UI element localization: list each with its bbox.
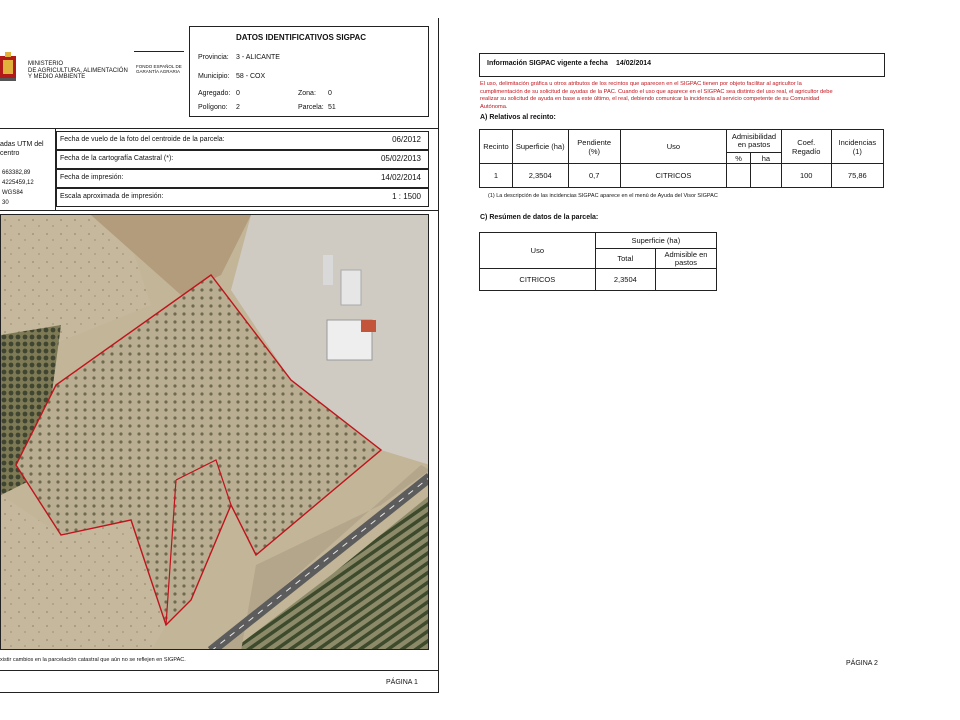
agregado-label: Agregado: [198,90,231,97]
col-incidencias: Incidencias (1) [831,130,883,164]
table-row [480,269,717,291]
cell-uso: CITRICOS [620,164,726,188]
page2-number: PÁGINA 2 [846,660,878,667]
parcela-label: Parcela: [298,104,324,111]
utm-datum: WGS84 [2,190,24,196]
map-building-red-roof [361,320,376,332]
info-header-date: 14/02/2014 [616,60,652,67]
parcela-value: 51 [328,104,336,111]
info-row-1-value: 06/2012 [392,135,421,144]
cell-adm-ha [751,164,782,188]
info-row-1-label: Fecha de vuelo de la foto del centroide de la parcela: [60,136,225,143]
zona-value: 0 [328,90,332,97]
municipio-value: 58 - COX [236,73,266,80]
summary-col-admisible: Admisible en pastos [655,249,716,269]
spain-coat-of-arms-icon [0,52,20,86]
info-header-label: Información SIGPAC vigente a fecha [487,60,608,67]
summary-table [479,232,717,291]
summary-cell-uso: CITRICOS [480,269,596,291]
col-uso: Uso [620,130,726,164]
table-row [480,164,884,188]
provincia-label: Provincia: [198,54,229,61]
utm-values [2,168,34,208]
col-pendiente: Pendiente (%) [568,130,620,164]
summary-col-superficie: Superficie (ha) [595,233,716,249]
table-a-note: (1) La descripción de las incidencias SIGPAC aparece en el menú de Ayuda del Visor SIGPAC [488,193,718,199]
agregado-value: 0 [236,90,240,97]
page1-footnote: xistir cambios en la parcelación catastral que aún no se reflejen en SIGPAC. [0,657,186,663]
ministry-name: MINISTERIO DE AGRICULTURA, ALIMENTACIÓN Y MEDIO AMBIENTE [28,61,128,80]
col-superficie: Superficie (ha) [512,130,568,164]
page-1 [0,18,440,693]
poligono-value: 2 [236,104,240,111]
section-a-title: A) Relativos al recinto: [480,114,556,121]
info-row-2-value: 05/02/2013 [380,154,421,163]
recinto-table [479,129,884,188]
summary-col-uso: Uso [480,233,596,269]
cell-coef: 100 [781,164,831,188]
info-row-3-label: Fecha de impresión: [60,174,124,181]
disclaimer: El uso, delimitación gráfica u otros atributos de los recintos que aparecen en el SIGPAC tienen por objeto facilitar al agricultor la cumplimentación de su solicitud de ayudas de la PAC. Cuando el uso que aparece en el SIGPAC sea distinto del uso real, el agricultor debe realizar su solicitud de ayuda en base a este último, el real, debiendo comunicar la incidencia al servicio competente de su Comunidad Autónoma. [480,81,833,110]
map-building-shed [323,255,333,285]
summary-cell-total: 2,3504 [595,269,655,291]
info-row-2-label: Fecha de la cartografía Catastral (*): [60,155,174,162]
aerial-map[interactable] [0,214,429,650]
poligono-label: Polígono: [198,104,228,111]
col-coef-regadio: Coef. Regadío [781,130,831,164]
utm-y: 4225459,12 [2,180,34,186]
info-row-4-label: Escala aproximada de impresión: [60,193,164,200]
cell-adm-pct [727,164,751,188]
page-2 [444,18,960,693]
col-adm-pct: % [727,153,751,164]
utm-zone: 30 [2,200,9,206]
provincia-value: 3 - ALICANTE [236,54,280,61]
cell-pendiente: 0,7 [568,164,620,188]
fega-logo: FONDO ESPAÑOL DE GARANTÍA AGRARIA [136,64,182,74]
cell-incidencias: 75,86 [831,164,883,188]
map-building-small [341,270,361,305]
col-admisibilidad: Admisibilidad en pastos [727,130,782,153]
summary-cell-admisible [655,269,716,291]
utm-title: adas UTM del centro [0,141,44,157]
cell-recinto: 1 [480,164,513,188]
utm-x: 663382,89 [2,170,31,176]
info-row-4-value: 1 : 1500 [392,192,421,201]
col-recinto: Recinto [480,130,513,164]
zona-label: Zona: [298,90,316,97]
summary-col-total: Total [595,249,655,269]
header-title: DATOS IDENTIFICATIVOS SIGPAC [236,33,367,42]
municipio-label: Municipio: [198,73,230,80]
section-c-title: C) Resúmen de datos de la parcela: [480,214,599,221]
page1-number: PÁGINA 1 [386,679,418,686]
cell-superficie: 2,3504 [512,164,568,188]
info-row-3-value: 14/02/2014 [380,173,421,182]
col-adm-ha: ha [751,153,782,164]
